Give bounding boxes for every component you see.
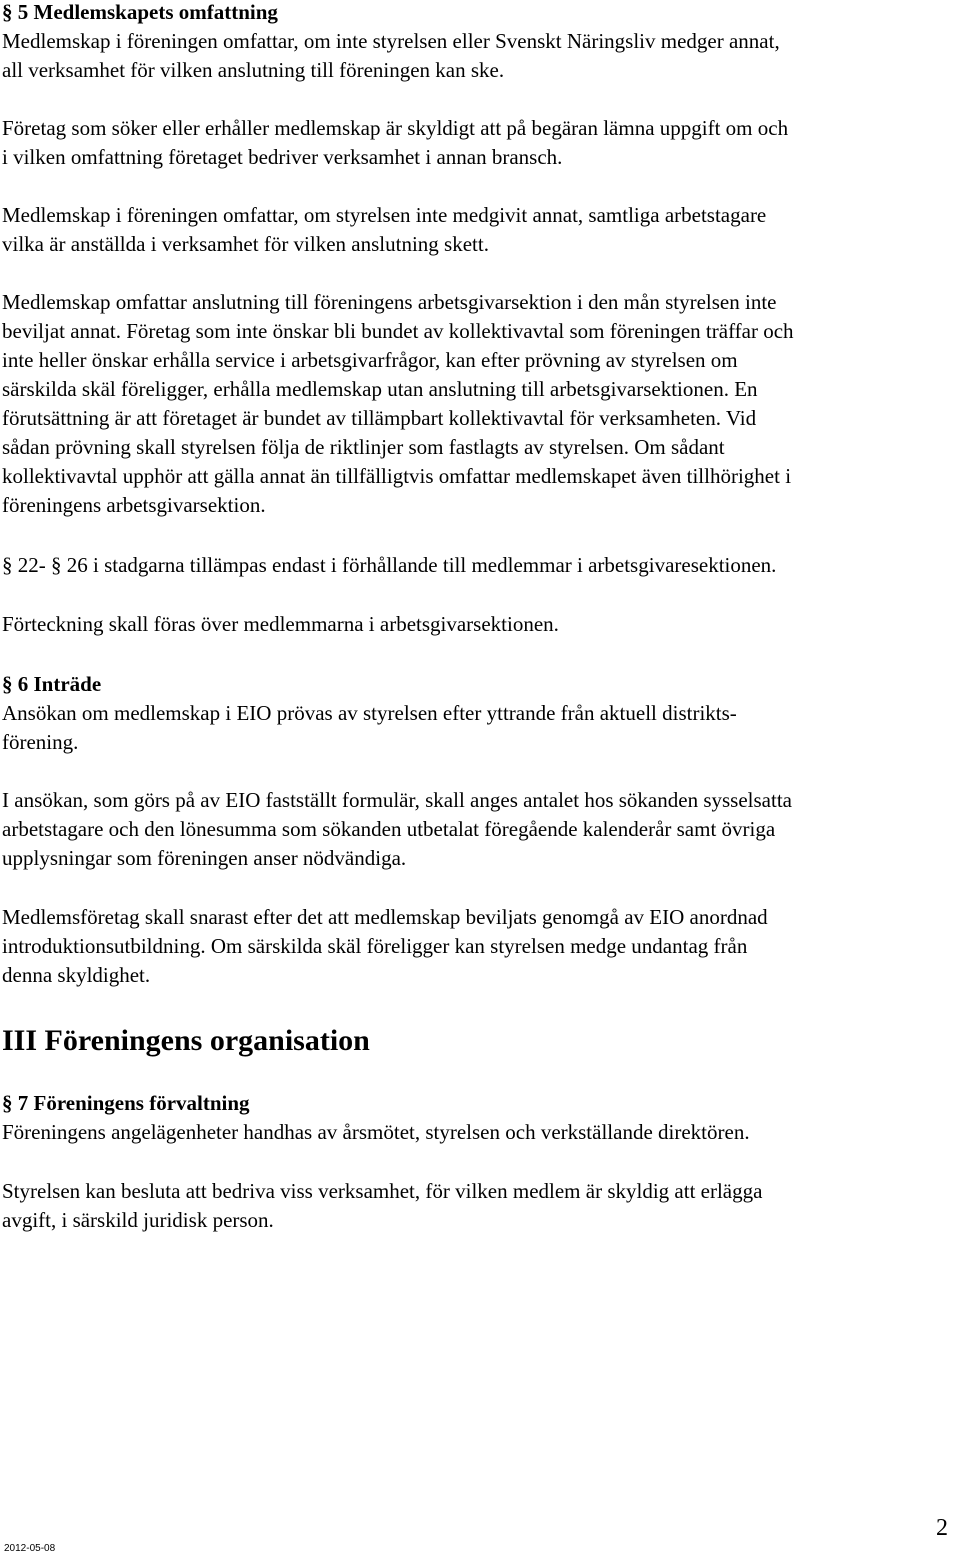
section-6-p3-line-2: introduktionsutbildning. Om särskilda skäl föreligger kan styrelsen medge undantag från [2, 934, 748, 958]
section-6-paragraph-3 [2, 903, 958, 990]
section-5-paragraph-6 [2, 610, 958, 639]
section-7-paragraph-2 [2, 1177, 958, 1235]
footer-date: 2012-05-08 [4, 1543, 56, 1554]
section-5-p2-line-2: i vilken omfattning företaget bedriver verksamhet i annan bransch. [2, 145, 563, 169]
section-5-p4-line-6: sådan prövning skall styrelsen följa de riktlinjer som fastlagts av styrelsen. Om sådant [2, 435, 725, 459]
section-5-p1-line-2: all verksamhet för vilken anslutning till föreningen kan ske. [2, 58, 505, 82]
section-7 [2, 1089, 958, 1147]
section-5-p4-line-5: förutsättning är att företaget är bundet av tillämpbart kollektivavtal för verksamheten. Vid [2, 406, 757, 430]
section-6-paragraph-2 [2, 786, 958, 873]
section-6 [2, 670, 958, 757]
part-3-heading: III Föreningens organisation [2, 1024, 370, 1057]
section-5-p2-line-1: Företag som söker eller erhåller medlemskap är skyldigt att på begäran lämna uppgift om och [2, 116, 789, 140]
section-7-p2-line-1: Styrelsen kan besluta att bedriva viss verksamhet, för vilken medlem är skyldig att erlägga [2, 1179, 763, 1203]
section-6-p2-line-2: arbetstagare och den lönesumma som sökanden utbetalat föregående kalenderår samt övriga [2, 817, 776, 841]
section-6-p1-line-1: Ansökan om medlemskap i EIO prövas av styrelsen efter yttrande från aktuell distrikts- [2, 701, 737, 725]
section-5-p4-line-2: beviljat annat. Företag som inte önskar bli bundet av kollektivavtal som föreningen träffar och [2, 319, 794, 343]
section-5-heading: § 5 Medlemskapets omfattning [2, 0, 278, 24]
section-7-heading: § 7 Föreningens förvaltning [2, 1091, 250, 1115]
section-5-p4-line-8: föreningens arbetsgivarsektion. [2, 493, 266, 517]
section-6-p2-line-3: upplysningar som föreningen anser nödvändiga. [2, 846, 407, 870]
page-number: 2 [936, 1515, 948, 1541]
section-5-paragraph-5 [2, 551, 958, 580]
section-6-p3-line-1: Medlemsföretag skall snarast efter det att medlemskap beviljats genomgå av EIO anordnad [2, 905, 768, 929]
section-5 [2, 0, 958, 85]
section-5-p4-line-3: inte heller önskar erhålla service i arbetsgivarfrågor, kan efter prövning av styrelsen om [2, 348, 738, 372]
section-5-p5-line-1: § 22- § 26 i stadgarna tillämpas endast i förhållande till medlemmar i arbetsgivaresektionen. [2, 553, 777, 577]
section-6-p3-line-3: denna skyldighet. [2, 963, 151, 987]
section-5-p4-line-7: kollektivavtal upphör att gälla annat än tillfälligtvis omfattar medlemskapet även tillhörighet i [2, 464, 792, 488]
section-5-paragraph-2 [2, 114, 958, 172]
section-5-p1-line-1: Medlemskap i föreningen omfattar, om inte styrelsen eller Svenskt Näringsliv medger annat, [2, 29, 780, 53]
section-5-paragraph-3 [2, 201, 958, 259]
section-5-p6-line-1: Förteckning skall föras över medlemmarna i arbetsgivarsektionen. [2, 612, 559, 636]
section-5-p3-line-1: Medlemskap i föreningen omfattar, om styrelsen inte medgivit annat, samtliga arbetstagare [2, 203, 767, 227]
section-6-heading: § 6 Inträde [2, 672, 102, 696]
section-6-p1-line-2: förening. [2, 730, 79, 754]
section-5-paragraph-4 [2, 288, 958, 520]
section-5-p4-line-1: Medlemskap omfattar anslutning till föreningens arbetsgivarsektion i den mån styrelsen inte [2, 290, 777, 314]
section-5-p3-line-2: vilka är anställda i verksamhet för vilken anslutning skett. [2, 232, 489, 256]
section-5-p4-line-4: särskilda skäl föreligger, erhålla medlemskap utan anslutning till arbetsgivarsektionen. En [2, 377, 758, 401]
section-6-p2-line-1: I ansökan, som görs på av EIO fastställt formulär, skall anges antalet hos sökanden sysselsatta [2, 788, 792, 812]
section-7-p2-line-2: avgift, i särskild juridisk person. [2, 1208, 274, 1232]
section-7-p1-line-1: Föreningens angelägenheter handhas av årsmötet, styrelsen och verkställande direktören. [2, 1120, 750, 1144]
